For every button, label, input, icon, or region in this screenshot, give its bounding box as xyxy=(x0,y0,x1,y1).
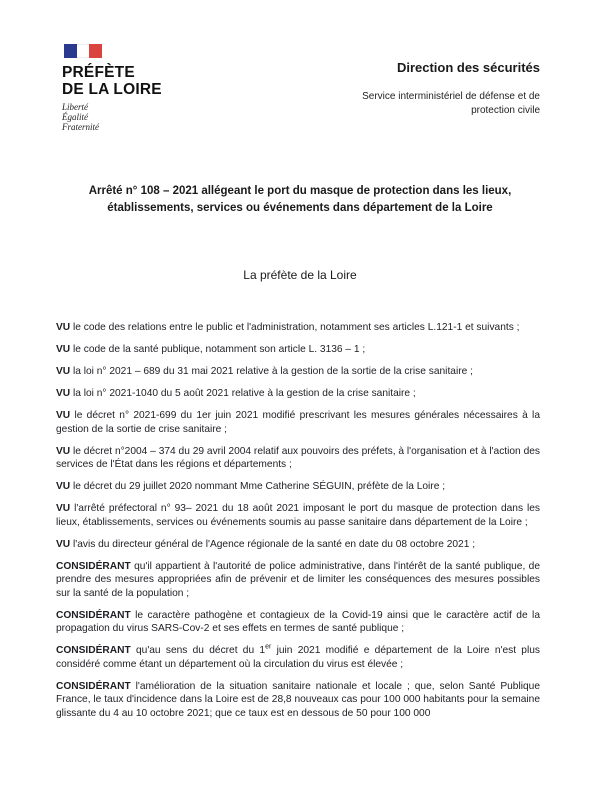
paragraph-text: la loi n° 2021 – 689 du 31 mai 2021 relative à la gestion de la sortie de la crise sanitaire ; xyxy=(70,366,473,377)
paragraph xyxy=(56,480,540,494)
paragraph xyxy=(56,321,540,335)
paragraph-keyword: VU xyxy=(56,538,71,550)
decree-title: Arrêté n° 108 – 2021 allégeant le port du masque de protection dans les lieux, établissements, services ou événements dans département de la Loire xyxy=(88,185,512,214)
paragraph-text: le décret du 29 juillet 2020 nommant Mme Catherine SÉGUIN, préfète de la Loire ; xyxy=(70,481,446,492)
motto-fraternite: Fraternité xyxy=(62,122,99,132)
paragraph xyxy=(56,445,540,472)
paragraph-keyword: CONSIDÉRANT xyxy=(56,680,131,692)
paragraph-text: le code de la santé publique, notamment son article L. 3136 – 1 ; xyxy=(70,344,366,355)
prefecture-line2: DE LA LOIRE xyxy=(62,81,162,98)
republic-motto xyxy=(62,102,182,132)
paragraph-text: le décret n°2004 – 374 du 29 avril 2004 relatif aux pouvoirs des préfets, à l'organisation et à l'action des services de l'État dans les régions et départements ; xyxy=(56,445,540,470)
prefecture-logo xyxy=(62,44,182,132)
prefecture-line1: PRÉFÈTE xyxy=(62,64,135,81)
paragraph-text: la loi n° 2021-1040 du 5 août 2021 relative à la gestion de la crise sanitaire ; xyxy=(70,388,416,399)
paragraph-text-pre: qu'au sens du décret du 1 xyxy=(130,645,266,656)
paragraph-text: le décret n° 2021-699 du 1er juin 2021 modifié prescrivant les mesures générales nécessaires à la gestion de la sortie de crise sanitaire ; xyxy=(56,410,540,435)
paragraph xyxy=(56,409,540,436)
service-name: Service interministériel de défense et de protection civile xyxy=(362,91,540,116)
paragraph-keyword: VU xyxy=(56,503,71,514)
marianne-flag-icon xyxy=(64,44,102,58)
paragraph-text: le code des relations entre le public et l'administration, notamment ses articles L.121-1 et suivants ; xyxy=(70,322,520,333)
paragraph xyxy=(56,560,540,601)
paragraph-text: l'amélioration de la situation sanitaire nationale et locale ; que, selon Santé Publique France, le taux d'incidence dans la Loire est de 28,8 nouveaux cas pour 100 000 habitants pour la semaine glissante du 4 au 10 octobre 2021; que ce taux est en dessous de 50 pour 100 000 xyxy=(56,680,540,719)
paragraph xyxy=(56,538,540,552)
paragraph-keyword: VU xyxy=(56,366,71,377)
paragraph-keyword: CONSIDÉRANT xyxy=(56,645,131,656)
decree-body xyxy=(56,321,540,729)
paragraph-text: juin 2021 modifié e département de la Loire n'est plus considéré comme étant un département où la circulation du virus est élevée ; xyxy=(56,645,540,670)
paragraph xyxy=(56,680,540,721)
paragraph xyxy=(56,343,540,357)
paragraph xyxy=(56,365,540,379)
prefecture-name xyxy=(62,64,182,98)
paragraph-keyword: VU xyxy=(56,445,71,457)
paragraph-keyword: CONSIDÉRANT xyxy=(56,560,131,572)
paragraph xyxy=(56,609,540,636)
paragraph-text: le caractère pathogène et contagieux de la Covid-19 ainsi que le caractère actif de la propagation du virus SARS-Cov-2 et ses effets en termes de santé publique ; xyxy=(56,609,540,634)
paragraph-text: l'avis du directeur général de l'Agence régionale de la santé en date du 08 octobre 2021 ; xyxy=(70,538,476,550)
paragraph xyxy=(56,387,540,401)
paragraph-keyword: VU xyxy=(56,344,71,355)
paragraph-text: l'arrêté préfectoral n° 93– 2021 du 18 août 2021 imposant le port du masque de protection dans les lieux, établissements, services ou événements soumis au passe sanitaire dans département de la Loire ; xyxy=(56,503,540,528)
issuer-line: La préfète de la Loire xyxy=(243,268,357,282)
paragraph-keyword: VU xyxy=(56,481,71,492)
paragraph-superscript: er xyxy=(265,643,272,651)
paragraph xyxy=(56,644,540,671)
direction-heading: Direction des sécurités xyxy=(396,60,540,75)
paragraph-keyword: CONSIDÉRANT xyxy=(56,609,131,621)
paragraph-keyword: VU xyxy=(56,410,71,421)
motto-egalite: Égalité xyxy=(62,112,88,122)
paragraph-keyword: VU xyxy=(56,388,71,399)
paragraph xyxy=(56,502,540,529)
paragraph-keyword: VU xyxy=(56,322,71,333)
paragraph-text: qu'il appartient à l'autorité de police administrative, dans l'intérêt de la santé publique, de prendre des mesures appropriées afin de prévenir et de limiter les conséquences des mesures possibles sur la santé de la population ; xyxy=(56,560,540,599)
motto-liberte: Liberté xyxy=(62,102,88,112)
